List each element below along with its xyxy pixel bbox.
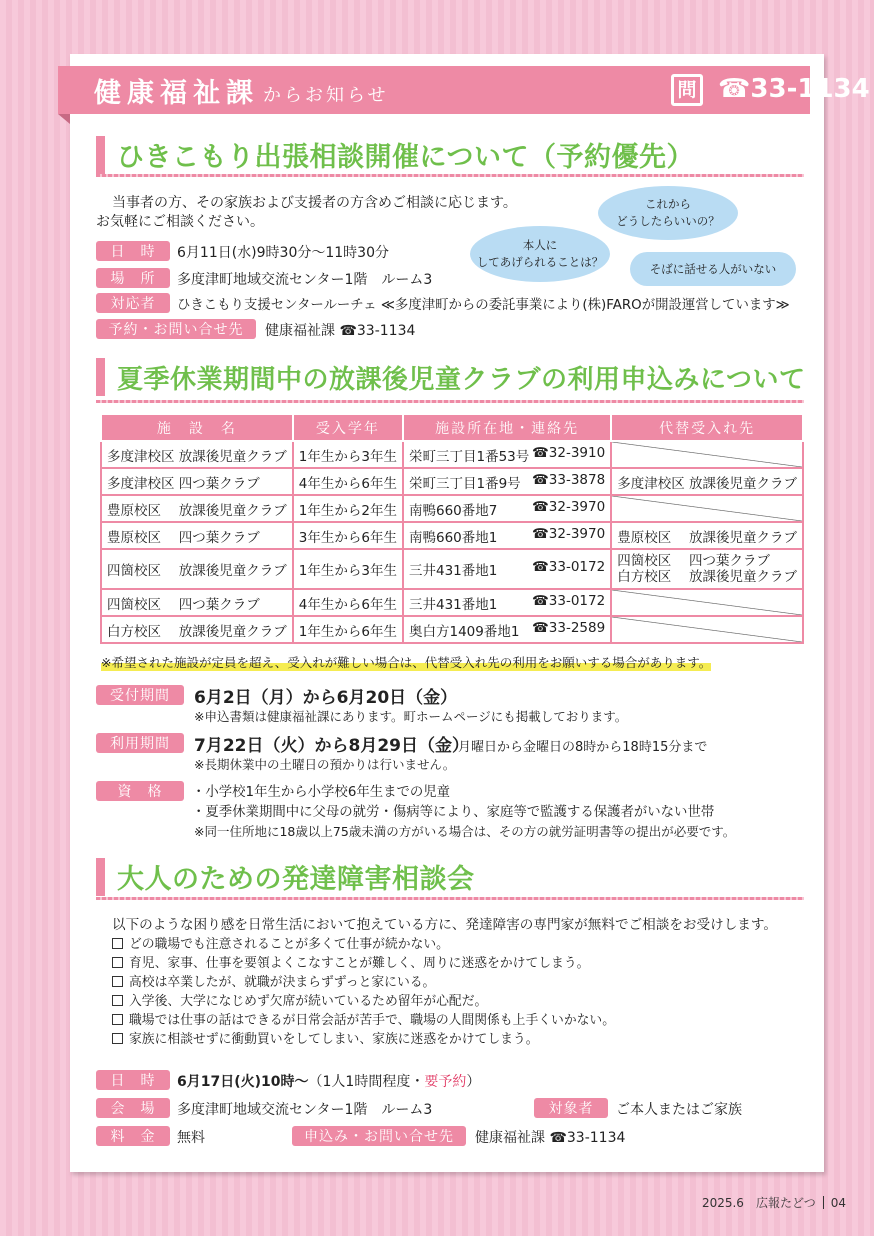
qual-line-3: ※同一住所地に18歳以上75歳未満の方がいる場合は、その方の就労証明書等の提出が必要です。 bbox=[194, 824, 736, 839]
table-row bbox=[101, 468, 803, 495]
alt-cell-empty bbox=[611, 441, 803, 468]
alt-cell: 豊原校区 放課後児童クラブ bbox=[611, 522, 803, 549]
address-cell bbox=[403, 468, 611, 495]
section3-title: 大人のための発達障害相談会 bbox=[117, 864, 475, 895]
consult-contact-value: 健康福祉課 ☎33-1134 bbox=[475, 1130, 626, 1146]
facility-cell: 四箇校区 四つ葉クラブ bbox=[101, 589, 293, 616]
date-label: 日 時 bbox=[96, 241, 170, 261]
alt-cell: 多度津校区 放課後児童クラブ bbox=[611, 468, 803, 495]
heading-bar bbox=[96, 858, 105, 896]
venue-value: 多度津町地域交流センター1階 ルーム3 bbox=[177, 1102, 433, 1118]
table-row bbox=[101, 495, 803, 522]
checkbox-icon bbox=[112, 957, 123, 968]
bubble-what-now: これから どうしたらいいの？ bbox=[598, 186, 738, 240]
page-number: 04 bbox=[830, 1196, 846, 1210]
staff-label: 対応者 bbox=[96, 293, 170, 313]
clubs-table bbox=[100, 413, 804, 644]
col-facility: 施 設 名 bbox=[101, 414, 293, 441]
check-text: 入学後、大学になじめず欠席が続いているため留年が心配だ。 bbox=[129, 994, 488, 1009]
checkbox-icon bbox=[112, 995, 123, 1006]
grade-cell: 3年生から6年生 bbox=[293, 522, 403, 549]
footer-divider bbox=[823, 1196, 824, 1209]
header-bar bbox=[58, 66, 870, 114]
grade-cell: 4年生から6年生 bbox=[293, 468, 403, 495]
tel-text: ☎33-2589 bbox=[531, 619, 606, 636]
address-text: 南鴨660番地1 bbox=[408, 529, 498, 546]
consult-date-value bbox=[177, 1071, 480, 1091]
use-hours: 月曜日から金曜日の8時から18時15分まで bbox=[458, 740, 708, 755]
section1-intro2: お気軽にご相談ください。 bbox=[96, 214, 264, 230]
grade-cell: 1年生から3年生 bbox=[293, 549, 403, 589]
address-text: 栄町三丁目1番53号 bbox=[408, 448, 530, 465]
section1-title: ひきこもり出張相談開催について（予約優先） bbox=[117, 142, 694, 173]
table-row bbox=[101, 589, 803, 616]
target-label: 対象者 bbox=[534, 1098, 608, 1118]
alt-cell-empty bbox=[611, 495, 803, 522]
grade-cell: 1年生から2年生 bbox=[293, 495, 403, 522]
table-row bbox=[101, 616, 803, 643]
fee-label: 料 金 bbox=[96, 1126, 170, 1146]
address-text: 奥白方1409番地1 bbox=[408, 623, 520, 640]
address-cell bbox=[403, 549, 611, 589]
facility-cell: 豊原校区 四つ葉クラブ bbox=[101, 522, 293, 549]
qual-line-2: ・夏季休業期間中に父母の就労・傷病等により、家庭等で監護する保護者がいない世帯 bbox=[192, 805, 715, 820]
table-row bbox=[101, 522, 803, 549]
date-value: 6月11日(水)9時30分～11時30分 bbox=[177, 245, 389, 261]
section3-underline bbox=[96, 897, 804, 900]
contact-label: 予約・お問い合せ先 bbox=[96, 319, 256, 339]
section2-underline bbox=[96, 400, 804, 403]
alt-line-2: 白方校区 放課後児童クラブ bbox=[617, 569, 797, 585]
header-fold bbox=[58, 114, 70, 124]
checkbox-icon bbox=[112, 1033, 123, 1044]
bubble-no-one: そばに話せる人がいない bbox=[630, 252, 796, 286]
heading-bar bbox=[96, 136, 105, 174]
accept-value: 6月2日（月）から6月20日（金） bbox=[194, 688, 458, 708]
capacity-note: ※希望された施設が定員を超え、受入れが難しい場合は、代替受入れ先の利用をお願いする場合があります。 bbox=[101, 655, 712, 670]
check-text: 育児、家事、仕事を要領よくこなすことが難しく、周りに迷惑をかけてしまう。 bbox=[129, 956, 590, 971]
address-cell bbox=[403, 522, 611, 549]
col-address: 施設所在地・連絡先 bbox=[403, 414, 611, 441]
facility-cell: 白方校区 放課後児童クラブ bbox=[101, 616, 293, 643]
accept-label: 受付期間 bbox=[96, 685, 184, 705]
qual-label: 資 格 bbox=[96, 781, 184, 801]
table-header-row bbox=[101, 414, 803, 441]
facility-cell: 豊原校区 放課後児童クラブ bbox=[101, 495, 293, 522]
grade-cell: 4年生から6年生 bbox=[293, 589, 403, 616]
check-text: どの職場でも注意されることが多くて仕事が続かない。 bbox=[129, 937, 449, 952]
place-label: 場 所 bbox=[96, 268, 170, 288]
facility-cell: 多度津校区 放課後児童クラブ bbox=[101, 441, 293, 468]
address-cell bbox=[403, 589, 611, 616]
tel-text: ☎33-0172 bbox=[531, 559, 606, 575]
alt-line-1: 四箇校区 四つ葉クラブ bbox=[617, 553, 770, 569]
tel-text: ☎32-3970 bbox=[531, 498, 606, 515]
tel-text: ☎32-3970 bbox=[531, 525, 606, 542]
section1-heading bbox=[96, 135, 694, 174]
section1-intro1: 当事者の方、その家族および支援者の方含めご相談に応じます。 bbox=[112, 195, 517, 211]
use-note: ※長期休業中の土曜日の預かりは行いません。 bbox=[194, 757, 456, 772]
address-text: 栄町三丁目1番9号 bbox=[408, 475, 521, 492]
use-value: 7月22日（火）から8月29日（金） bbox=[194, 736, 469, 756]
section2-heading bbox=[96, 358, 805, 396]
section1-underline bbox=[96, 174, 804, 177]
footer-date: 2025.6 bbox=[701, 1196, 744, 1210]
consult-contact-label: 申込み・お問い合せ先 bbox=[292, 1126, 466, 1146]
consult-date-main: 6月17日(火)10時～ bbox=[177, 1074, 309, 1090]
tel-text: ☎33-0172 bbox=[531, 592, 606, 609]
list-item bbox=[112, 935, 615, 954]
check-text: 職場では仕事の話はできるが日常会話が苦手で、職場の人間関係も上手くいかない。 bbox=[129, 1013, 616, 1028]
target-value: ご本人またはご家族 bbox=[616, 1102, 742, 1118]
header-notice: からお知らせ bbox=[263, 85, 389, 106]
reserve-required: 要予約 bbox=[424, 1074, 467, 1090]
check-text: 高校は卒業したが、就職が決まらずずっと家にいる。 bbox=[129, 975, 436, 990]
consult-date-extra: （1人1時間程度・ bbox=[308, 1074, 425, 1090]
venue-label: 会 場 bbox=[96, 1098, 170, 1118]
inquiry-icon: 問 bbox=[671, 74, 703, 106]
list-item bbox=[112, 1011, 615, 1030]
section2-title: 夏季休業期間中の放課後児童クラブの利用申込みについて bbox=[117, 364, 806, 395]
qual-line-1: ・小学校1年生から小学校6年生までの児童 bbox=[192, 785, 451, 800]
footer-publication: 広報たどつ bbox=[755, 1196, 816, 1210]
address-cell bbox=[403, 495, 611, 522]
address-text: 三井431番地1 bbox=[408, 596, 498, 613]
col-alt: 代替受入れ先 bbox=[611, 414, 803, 441]
consult-date-label: 日 時 bbox=[96, 1070, 170, 1090]
col-grade: 受入学年 bbox=[293, 414, 403, 441]
address-cell bbox=[403, 616, 611, 643]
bubble-what-can-do: 本人に してあげられることは？ bbox=[470, 226, 610, 282]
section3-intro: 以下のような困り感を日常生活において抱えている方に、発達障害の専門家が無料でご相談をお受けします。 bbox=[112, 917, 778, 933]
place-value: 多度津町地域交流センター1階 ルーム3 bbox=[177, 272, 433, 288]
list-item bbox=[112, 1030, 615, 1049]
list-item bbox=[112, 954, 615, 973]
checkbox-icon bbox=[112, 1014, 123, 1025]
dept-name: 健康福祉課 bbox=[94, 77, 259, 109]
address-cell bbox=[403, 441, 611, 468]
address-text: 三井431番地1 bbox=[408, 563, 498, 579]
use-label: 利用期間 bbox=[96, 733, 184, 753]
page-footer bbox=[702, 1194, 846, 1211]
grade-cell: 1年生から3年生 bbox=[293, 441, 403, 468]
tel-text: ☎32-3910 bbox=[531, 444, 606, 461]
table-row bbox=[101, 549, 803, 589]
header-tel: ☎33-1134 bbox=[718, 74, 870, 104]
tel-text: ☎33-3878 bbox=[531, 471, 606, 488]
alt-cell bbox=[611, 549, 803, 589]
list-item bbox=[112, 992, 615, 1011]
table-row bbox=[101, 441, 803, 468]
accept-note: ※申込書類は健康福祉課にあります。町ホームページにも掲載しております。 bbox=[194, 709, 628, 724]
checkbox-icon bbox=[112, 976, 123, 987]
heading-bar bbox=[96, 358, 105, 396]
list-item bbox=[112, 973, 615, 992]
checkbox-icon bbox=[112, 938, 123, 949]
concern-checklist bbox=[112, 935, 615, 1049]
facility-cell: 四箇校区 放課後児童クラブ bbox=[101, 549, 293, 589]
contact-value: 健康福祉課 ☎33-1134 bbox=[265, 323, 416, 339]
alt-cell-empty bbox=[611, 589, 803, 616]
grade-cell: 1年生から6年生 bbox=[293, 616, 403, 643]
consult-date-close: ） bbox=[466, 1074, 481, 1090]
staff-value: ひきこもり支援センタールーチェ ≪多度津町からの委託事業により(株)FAROが開設運営しています≫ bbox=[177, 298, 790, 313]
alt-cell-empty bbox=[611, 616, 803, 643]
address-text: 南鴨660番地7 bbox=[408, 502, 498, 519]
fee-value: 無料 bbox=[177, 1130, 205, 1146]
check-text: 家族に相談せずに衝動買いをしてしまい、家族に迷惑をかけてしまう。 bbox=[129, 1032, 539, 1047]
facility-cell: 多度津校区 四つ葉クラブ bbox=[101, 468, 293, 495]
section3-heading bbox=[96, 857, 475, 896]
